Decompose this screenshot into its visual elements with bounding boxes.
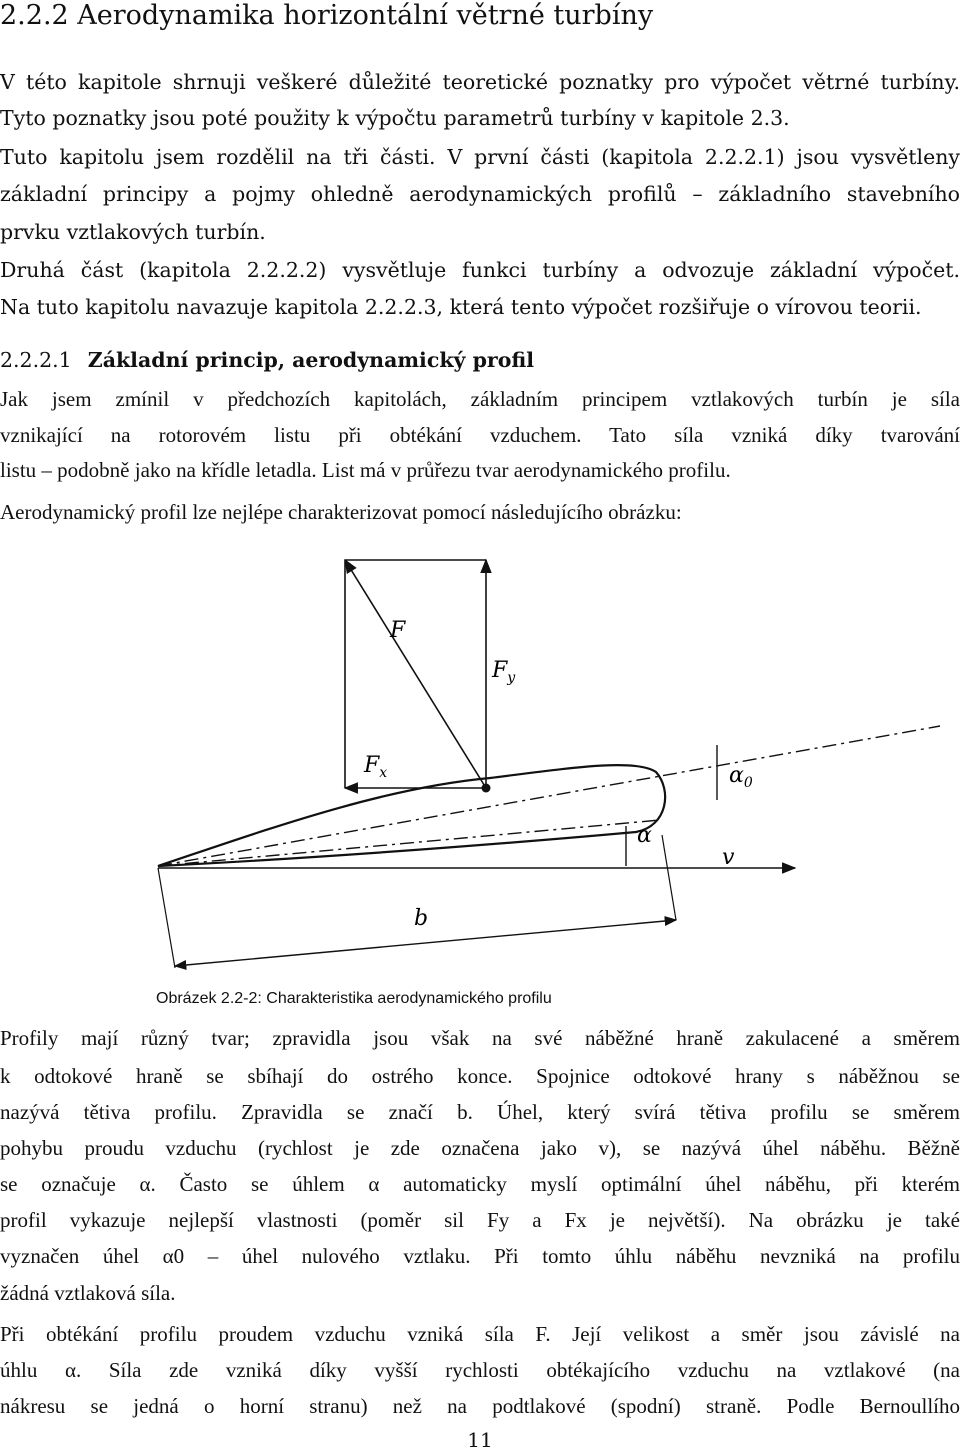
paragraph-line: vznikající na rotorovém listu při obtékání vzduchem. Tato síla vzniká díky tvarování [0, 423, 960, 447]
zero-lift-line [158, 726, 940, 866]
subsection-title: Základní princip, aerodynamický profil [87, 348, 535, 372]
intro-line: prvku vztlakových turbín. [0, 220, 266, 244]
chord-line [158, 820, 660, 866]
intro-line: Na tuto kapitolu navazuje kapitola 2.2.2.3, která tento výpočet rozšiřuje o vírovou teorii. [0, 295, 922, 319]
intro-line: Tyto poznatky jsou poté použity k výpočtu parametrů turbíny v kapitole 2.3. [0, 106, 790, 130]
paragraph-line: úhlu α. Síla zde vzniká díky vyšší rychlosti obtékajícího vzduchu na vztlakové (na [0, 1358, 960, 1382]
paragraph-line: pohybu proudu vzduchu (rychlost je zde označena jako v), se nazývá úhel náběhu. Běžně [0, 1136, 960, 1160]
label-b: b [414, 906, 429, 931]
figure-caption: Obrázek 2.2-2: Charakteristika aerodynamického profilu [156, 990, 552, 1007]
paragraph-line: k odtokové hraně se sbíhají do ostrého konce. Spojnice odtokové hrany s náběžnou se [0, 1064, 960, 1088]
paragraph-line: Profily mají různý tvar; zpravidla jsou však na své náběžné hraně zakulacené a směrem [0, 1026, 960, 1050]
label-fx: $F_x$ [364, 753, 388, 781]
section-heading: 2.2.2 Aerodynamika horizontální větrné turbíny [0, 0, 654, 31]
paragraph-line: profil vykazuje nejlepší vlastnosti (poměr sil Fy a Fx je největší). Na obrázku je také [0, 1208, 960, 1232]
paragraph-line: žádná vztlaková síla. [0, 1281, 176, 1305]
paragraph-line: nákresu se jedná o horní stranu) než na podtlakové (spodní) straně. Podle Bernoullího [0, 1394, 960, 1418]
paragraph-line: Aerodynamický profil lze nejlépe charakterizovat pomocí následujícího obrázku: [0, 500, 682, 524]
subsection-heading [0, 346, 960, 374]
subsection-number: 2.2.2.1 [0, 348, 72, 372]
intro-line: Tuto kapitolu jsem rozdělil na tři části. V první části (kapitola 2.2.2.1) jsou vysvětleny [0, 145, 960, 169]
label-v: v [722, 845, 735, 870]
paragraph-line: Jak jsem zmínil v předchozích kapitolách, základním principem vztlakových turbín je síla [0, 387, 960, 411]
paragraph-line: vyznačen úhel α0 – úhel nulového vztlaku. Při tomto úhlu náběhu nevzniká na profilu [0, 1244, 960, 1268]
label-f: F [390, 618, 406, 643]
paragraph-line: se označuje α. Často se úhlem α automaticky myslí optimální úhel náběhu, při kterém [0, 1172, 960, 1196]
label-alpha0: $\alpha_0$ [729, 763, 753, 791]
airfoil-diagram [0, 540, 960, 980]
intro-line: V této kapitole shrnuji veškeré důležité teoretické poznatky pro výpočet větrné turbíny. [0, 70, 960, 94]
paragraph-line: Při obtékání profilu proudem vzduchu vzniká síla F. Její velikost a směr jsou závislé na [0, 1322, 960, 1346]
label-fy: $F_y$ [492, 658, 516, 686]
force-origin-point [482, 784, 491, 793]
paragraph-line: nazývá tětiva profilu. Zpravidla se značí b. Úhel, který svírá tětiva profilu se směrem [0, 1100, 960, 1124]
intro-line: Druhá část (kapitola 2.2.2.2) vysvětluje funkci turbíny a odvozuje základní výpočet. [0, 258, 960, 282]
b-extension-right [662, 835, 676, 920]
intro-line: základní principy a pojmy ohledně aerodynamických profilů – základního stavebního [0, 182, 960, 206]
label-alpha: α [637, 823, 652, 848]
b-extension-left [158, 868, 175, 968]
paragraph-line: listu – podobně jako na křídle letadla. List má v průřezu tvar aerodynamického profilu. [0, 458, 731, 482]
airfoil-profile [158, 765, 665, 866]
page-number: 11 [467, 1428, 493, 1452]
